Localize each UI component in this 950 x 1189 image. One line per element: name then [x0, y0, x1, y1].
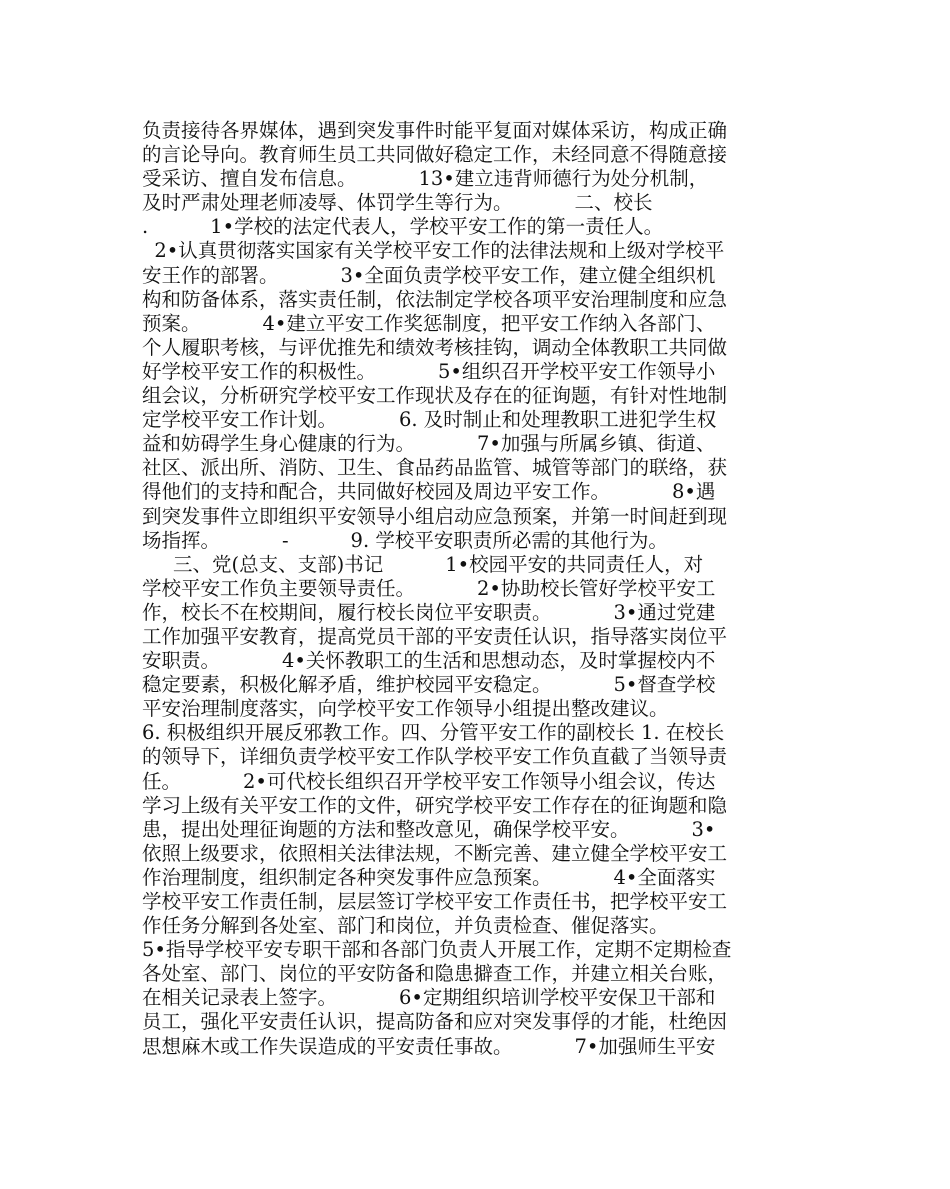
text-line: 场指挥。 - 9. 学校平安职责所必需的其他行为。	[142, 528, 668, 552]
document-body	[142, 119, 822, 1059]
text-line: 5•指导学校平安专职干部和各部门负责人开展工作，定期不定期检查	[142, 938, 732, 962]
text-line: 平安治理制度落实，向学校平安工作领导小组提出整改建议。	[142, 697, 669, 721]
text-line: 6. 积极组织开展反邪教工作。四、分管平安工作的副校长 1. 在校长	[142, 721, 725, 745]
text-line: 组会议，分析研究学校平安工作现状及存在的征询题，有针对性地制	[142, 384, 728, 408]
text-line: 在相关记录表上签字。 6•定期组织培训学校平安保卫干部和	[142, 986, 716, 1010]
text-line: 到突发事件立即组织平安领导小组启动应急预案，并第一时间赶到现	[142, 504, 728, 528]
text-line: 负责接待各界媒体，遇到突发事件时能平复面对媒体采访，构成正确	[142, 119, 728, 142]
text-line: 学校平安工作责任制，层层签订学校平安工作责任书，把学校平安工	[142, 890, 728, 913]
text-line: . 1•学校的法定代表人，学校平安工作的第一责任人。	[142, 215, 664, 239]
text-line: 作治理制度，组织制定各种突发事件应急预案。 4•全面落实	[142, 865, 716, 889]
text-line: 学习上级有关平安工作的文件，研究学校平安工作存在的征询题和隐	[142, 793, 728, 817]
text-line: 患，提出处理征询题的方法和整改意见，确保学校平安。 3•	[142, 817, 716, 841]
text-line: 稳定要素，积极化解矛盾，维护校园平安稳定。 5•督查学校	[142, 673, 716, 697]
text-line: 作，校长不在校期间，履行校长岗位平安职责。 3•通过党建	[142, 600, 716, 624]
text-line: 安王作的部署。 3•全面负责学校平安工作，建立健全组织机	[142, 263, 716, 287]
text-line: 好学校平安工作的积极性。 5•组织召开学校平安工作领导小	[142, 359, 716, 383]
text-line: 安职责。 4•关怀教职工的生活和思想动态，及时掌握校内不	[142, 649, 716, 673]
text-line: 定学校平安工作计划。 6. 及时制止和处理教职工进犯学生权	[142, 408, 717, 432]
text-line: 个人履职考核，与评优推先和绩效考核挂钩，调动全体教职工共同做	[142, 335, 728, 359]
text-line: 员工，强化平安责任认识，提高防备和应对突发事俘的才能，杜绝因	[142, 1010, 728, 1034]
text-line: 2•认真贯彻落实国家有关学校平安工作的法律法规和上级对学校平	[142, 239, 725, 263]
text-line: 得他们的支持和配合，共同做好校园及周边平安工作。 8•遇	[142, 480, 716, 504]
text-line: 受采访、擅自发布信息。 13•建立违背师德行为处分机制，	[142, 167, 709, 191]
text-line: 工作加强平安教育，提高党员干部的平安责任认识，指导落实岗位平	[142, 624, 728, 648]
text-line: 依照上级要求，依照相关法律法规，不断完善、建立健全学校平安工	[142, 841, 728, 865]
text-line: 的言论导向。教育师生员工共同做好稳定工作，未经同意不得随意接	[142, 143, 728, 167]
text-line: 及时严肃处理老师凌辱、体罚学生等行为。 二、校长	[142, 191, 653, 215]
text-line: 作任务分解到各处室、部门和岗位，并负责检查、催促落实。	[142, 914, 669, 938]
text-line: 任。 2•可代校长组织召开学校平安工作领导小组会议，传达	[142, 769, 716, 793]
text-line: 思想麻木或工作失误造成的平安责任事故。 7•加强师生平安	[142, 1034, 716, 1058]
text-line: 三、党(总支、支部)书记 1•校园平安的共同责任人，对	[142, 552, 704, 576]
text-line: 构和防备体系，落实责任制，依法制定学校各项平安治理制度和应急	[142, 287, 728, 311]
text-line: 益和妨碍学生身心健康的行为。 7•加强与所属乡镇、街道、	[142, 432, 716, 456]
text-line: 社区、派出所、消防、卫生、食品药品监管、城管等部门的联络，获	[142, 456, 728, 480]
text-line: 预案。 4•建立平安工作奖惩制度，把平安工作纳入各部门、	[142, 311, 716, 335]
text-line: 学校平安工作负主要领导责任。 2•协助校长管好学校平安工	[142, 576, 716, 600]
text-line: 的领导下，详细负责学校平安工作队学校平安工作负直截了当领导责	[142, 745, 728, 769]
text-line: 各处室、部门、岗位的平安防备和隐患擗查工作，并建立相关台账，	[142, 962, 728, 986]
